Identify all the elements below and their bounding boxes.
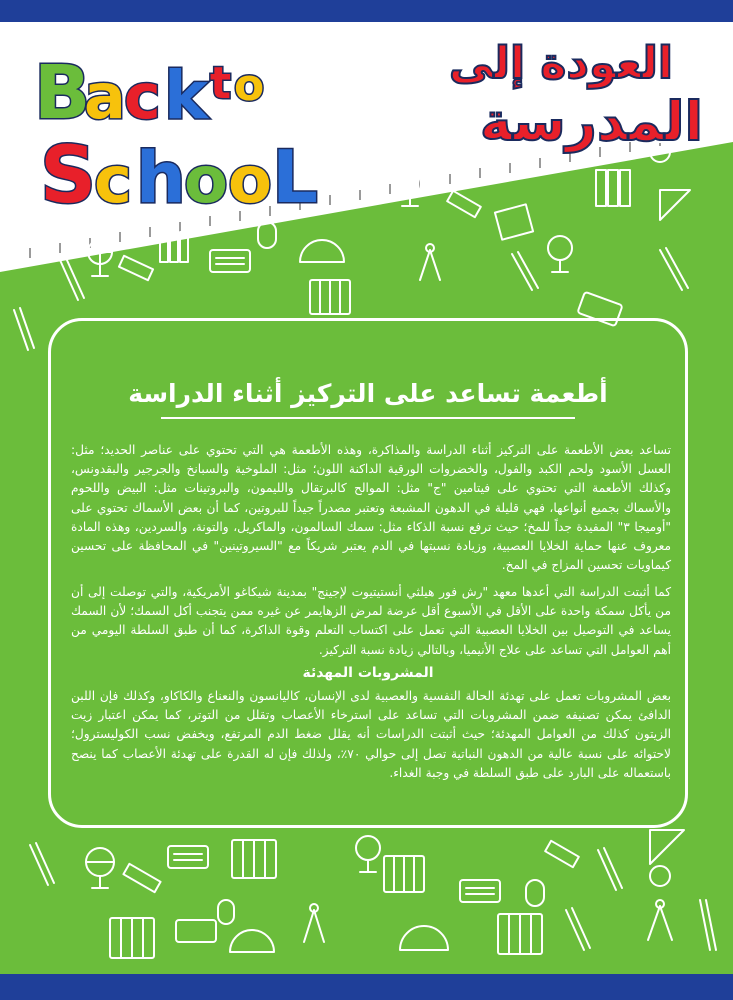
article-panel	[48, 318, 688, 828]
top-border-bar	[0, 0, 733, 22]
books-icon	[384, 856, 424, 892]
cutter-icon	[123, 864, 160, 892]
globe-icon	[356, 836, 380, 872]
pencil-icon	[566, 908, 590, 950]
books-icon	[110, 918, 154, 958]
compass-icon	[304, 904, 324, 942]
pencil-icon	[598, 848, 622, 890]
books-icon	[232, 840, 276, 878]
mouse-icon	[526, 880, 544, 906]
back-to-school-logo	[32, 42, 352, 222]
svg-text:a: a	[84, 60, 126, 133]
protractor-icon	[400, 926, 448, 950]
globe-icon	[650, 866, 670, 886]
back-to-school-logo-art	[32, 42, 352, 222]
article-subtitle: المشروبات المهدئة	[302, 665, 434, 681]
arabic-logo-line2: المدرسة	[479, 90, 703, 153]
svg-text:o: o	[228, 144, 272, 218]
arabic-logo-line1: العودة إلى	[448, 38, 673, 89]
svg-text:k: k	[164, 57, 208, 134]
title-underline	[161, 417, 575, 419]
keyboard-icon	[460, 880, 500, 902]
svg-text:h: h	[136, 137, 186, 219]
cutter-icon	[545, 841, 579, 867]
drafting-triangle-icon	[650, 830, 684, 864]
protractor-icon	[230, 930, 274, 952]
article-paragraph-2: كما أثبتت الدراسة التي أعدها معهد "رش فور هيلثي أنستيتيوت لإجينج" بمدينة شيكاغو الأمريكية، والتي توصلت إلى أن من يأكل سمكة واحدة على الأقل في الأسبوع أقل عرضة لمرض الزهايمر عن غيره ممن يتجنب أكل السمك؛ لأن السمك يساعد في التوصيل بين الخلايا العصبية التي تعمل على اكتساب التعلم وقوة الذاكرة، كما أن طبق السلطة اليومي من أهم العوامل التي تساعد على علاج الأنيميا، وبالتالي زيادة نسبة التركيز.	[71, 585, 671, 657]
arabic-logo	[383, 38, 703, 158]
bottom-border-bar	[0, 974, 733, 1000]
article-paragraph-3: بعض المشروبات تعمل على تهدئة الحالة النفسية والعصبية لدى الإنسان، كاليانسون والنعناع والكاكاو، وكذلك فإن اللبن الدافئ يمكن تصنيفه ضمن المشروبات التي تساعد على استرخاء الأعصاب وتقلل من التوتر، كما يمكن اعتبار زيت الزيتون كذلك من العوامل المهدئة؛ حيث أثبتت الدراسات أنه يقلل ضغط الدم المرتفع، ويخفض نسب الكوليسترول؛ لاحتوائه على نسبة عالية من الدهون النباتية تصل إلى حوالي ٧٠٪، ولذلك فإن له القدرة على تهدئة الأعصاب كما ينصح باستعماله على البارد على طبق السلطة في وجبة الغداء.	[71, 689, 671, 780]
pencil-icon	[700, 900, 716, 950]
pencil-icon	[30, 843, 54, 885]
svg-text:c: c	[94, 144, 132, 218]
mouse-icon	[218, 900, 234, 924]
compass-icon	[648, 900, 672, 940]
svg-text:o: o	[184, 144, 228, 218]
svg-text:L: L	[272, 135, 318, 219]
article-paragraph-1: تساعد بعض الأطعمة على التركيز أثناء الدراسة والمذاكرة، وهذه الأطعمة هي التي تحتوي على عناصر الحديد؛ مثل: العسل الأسود ولحم الكبد والفول، والخضروات الورقية الداكنة اللون؛ مثل: الملوخية والسبانخ والجرجير والبقدونس، وكذلك الأطعمة التي تحتوي على فيتامين "ج" مثل: الموالح كالبرتقال والليمون، والبروتينات مثل: البيض واللحوم والأسماك بجميع أنواعها، فهي قليلة في الدهون المشبعة وتعتبر مصدراً جيداً للبروتين، كما أن بعض الأسماك تحتوي على "أوميجا ٣" المفيدة جداً للمخ؛ حيث ترفع نسبة الذكاء مثل: سمك السالمون، والماكريل، والتونة، والسردين، وهذه المادة معروف عنها حماية الخلايا العصبية، وزيادة نسبتها في الدم يعتبر شريكاً مع "السيروتينين" في المحافظة على تحسين كيماويات تحسين المزاج في المخ.	[71, 443, 671, 573]
svg-text:c: c	[124, 60, 161, 133]
globe-icon	[86, 848, 114, 888]
svg-text:B: B	[34, 50, 91, 136]
keyboard-icon	[176, 920, 216, 942]
svg-text:o: o	[234, 60, 265, 111]
keyboard-icon	[168, 846, 208, 868]
svg-text:t: t	[210, 58, 232, 109]
article-title: أطعمة تساعد على التركيز أثناء الدراسة	[128, 379, 608, 408]
books-icon	[498, 914, 542, 954]
svg-text:S: S	[40, 131, 97, 221]
